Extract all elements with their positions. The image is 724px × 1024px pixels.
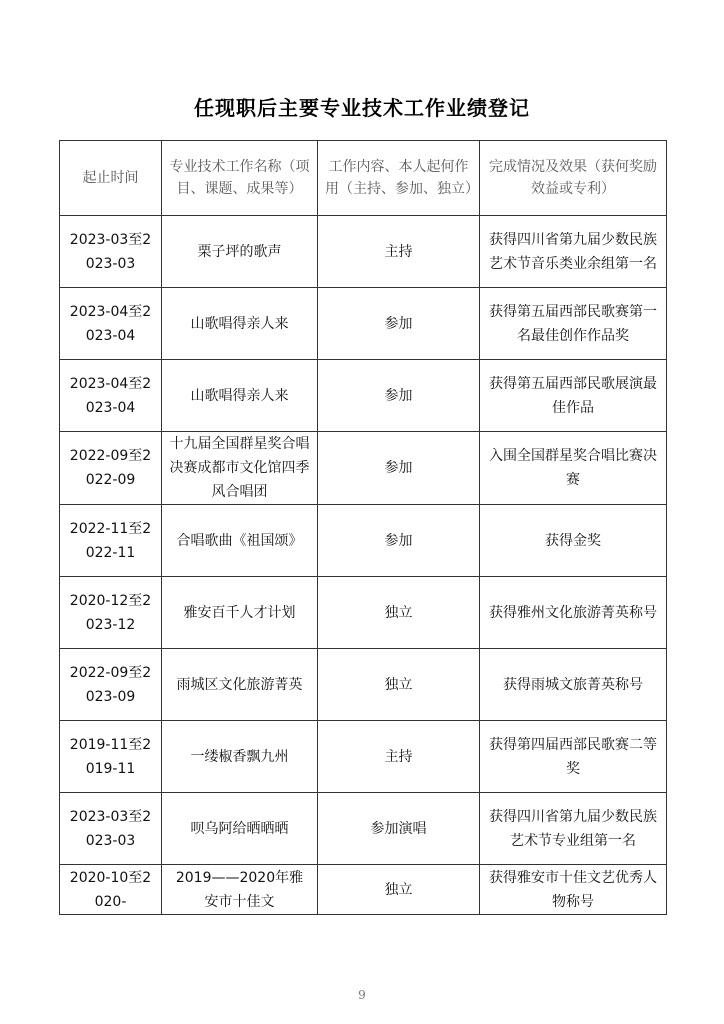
cell-project-name: 山歌唱得亲人来 (162, 360, 318, 432)
cell-time: 2023-03至2023-03 (60, 793, 162, 865)
cell-result: 获得第四届西部民歌赛二等奖 (480, 721, 667, 793)
header-time: 起止时间 (60, 141, 162, 216)
table-row (60, 432, 667, 505)
cell-result: 获得雅安市十佳文艺优秀人物称号 (480, 865, 667, 915)
cell-project-name: 雨城区文化旅游菁英 (162, 649, 318, 721)
cell-role: 主持 (318, 721, 480, 793)
cell-project-name: 合唱歌曲《祖国颂》 (162, 505, 318, 577)
cell-role: 参加 (318, 505, 480, 577)
cell-time: 2022-11至2022-11 (60, 505, 162, 577)
table-row (60, 793, 667, 865)
cell-time: 2023-04至2023-04 (60, 288, 162, 360)
cell-role: 独立 (318, 865, 480, 915)
cell-role: 主持 (318, 216, 480, 288)
cell-project-name: 山歌唱得亲人来 (162, 288, 318, 360)
cell-project-name: 十九届全国群星奖合唱决赛成都市文化馆四季风合唱团 (162, 432, 318, 505)
cell-role: 参加演唱 (318, 793, 480, 865)
cell-role: 独立 (318, 649, 480, 721)
page-title: 任现职后主要专业技术工作业绩登记 (194, 96, 530, 120)
cell-result: 获得雅州文化旅游菁英称号 (480, 577, 667, 649)
cell-result: 获得第五届西部民歌赛第一名最佳创作作品奖 (480, 288, 667, 360)
table-row (60, 577, 667, 649)
cell-role: 参加 (318, 432, 480, 505)
cell-time: 2020-12至2023-12 (60, 577, 162, 649)
cell-project-name: 呗乌阿给晒晒晒 (162, 793, 318, 865)
cell-time: 2022-09至2022-09 (60, 432, 162, 505)
header-result: 完成情况及效果（获何奖励效益或专利） (480, 141, 667, 216)
table-header-row (60, 141, 667, 216)
cell-result: 获得第五届西部民歌展演最佳作品 (480, 360, 667, 432)
cell-project-name: 2019——2020年雅安市十佳文 (162, 865, 318, 915)
cell-role: 独立 (318, 577, 480, 649)
table-row (60, 216, 667, 288)
page-number: 9 (358, 988, 366, 1002)
cell-role: 参加 (318, 360, 480, 432)
cell-time: 2020-10至2020- (60, 865, 162, 915)
cell-result: 入围全国群星奖合唱比赛决赛 (480, 432, 667, 505)
achievement-table (59, 140, 667, 915)
cell-time: 2023-03至2023-03 (60, 216, 162, 288)
table-row (60, 288, 667, 360)
cell-time: 2022-09至2023-09 (60, 649, 162, 721)
cell-result: 获得四川省第九届少数民族艺术节音乐类业余组第一名 (480, 216, 667, 288)
header-project-name: 专业技术工作名称（项目、课题、成果等） (162, 141, 318, 216)
cell-project-name: 栗子坪的歌声 (162, 216, 318, 288)
cell-result: 获得雨城文旅菁英称号 (480, 649, 667, 721)
cell-result: 获得四川省第九届少数民族艺术节专业组第一名 (480, 793, 667, 865)
cell-role: 参加 (318, 288, 480, 360)
cell-project-name: 雅安百千人才计划 (162, 577, 318, 649)
header-role: 工作内容、本人起何作用（主持、参加、独立） (318, 141, 480, 216)
table-row (60, 721, 667, 793)
table-row (60, 505, 667, 577)
table-row (60, 360, 667, 432)
cell-time: 2019-11至2019-11 (60, 721, 162, 793)
table-row (60, 649, 667, 721)
cell-time: 2023-04至2023-04 (60, 360, 162, 432)
table-row (60, 865, 667, 915)
cell-result: 获得金奖 (480, 505, 667, 577)
cell-project-name: 一缕椒香飘九州 (162, 721, 318, 793)
